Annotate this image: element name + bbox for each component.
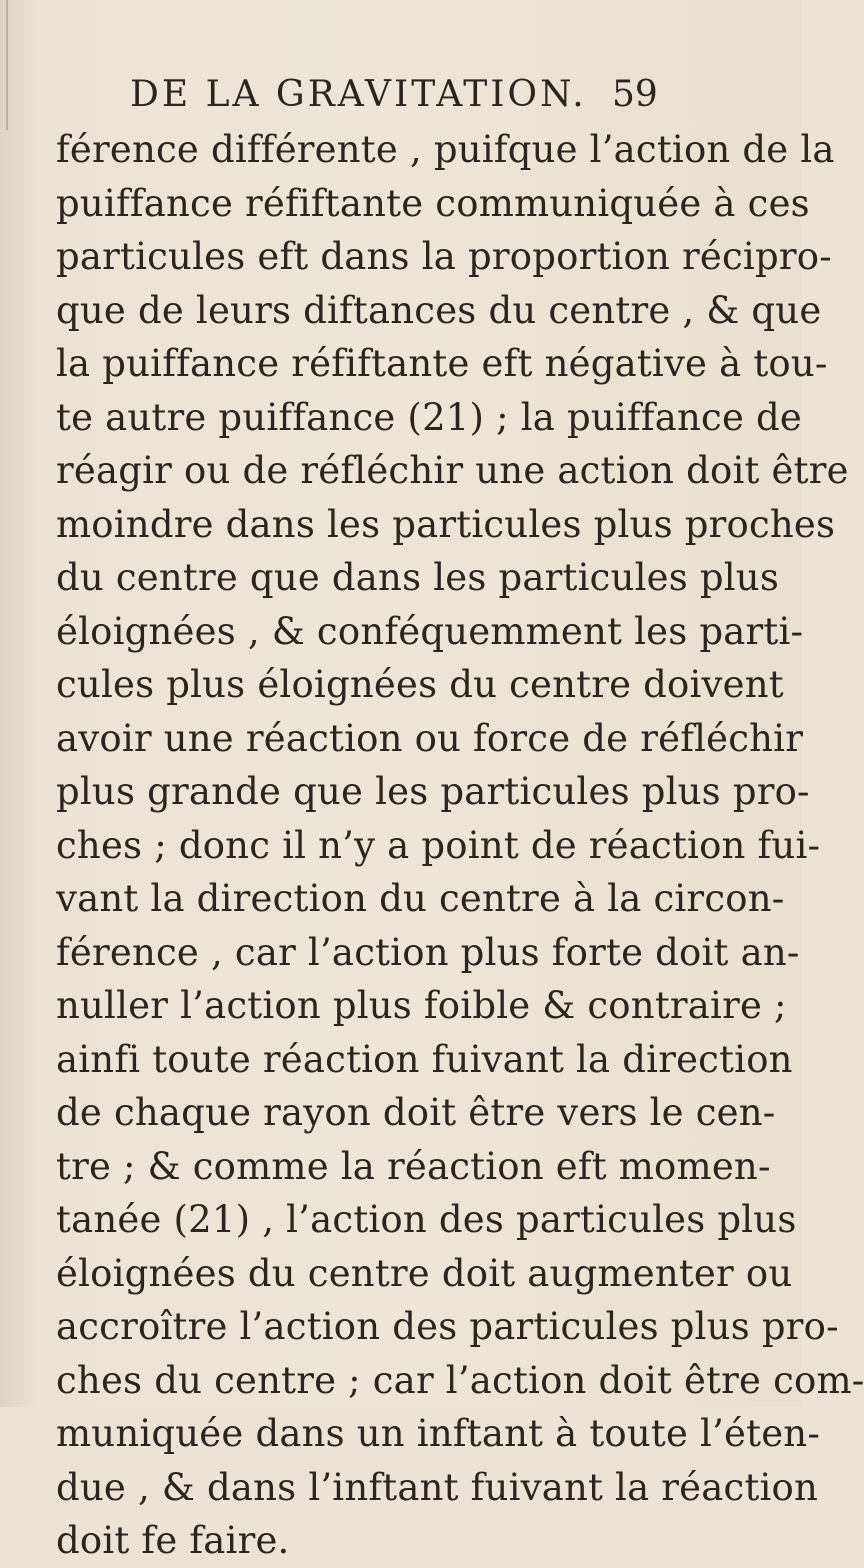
text-line: avoir une réaction ou force de réfléchir xyxy=(56,716,804,760)
text-line: ainfi toute réaction fuivant la direction xyxy=(56,1037,793,1081)
text-line: ches du centre ; car l’action doit être com- xyxy=(56,1358,864,1402)
text-line: accroître l’action des particules plus pro- xyxy=(56,1305,839,1348)
text-line: particules eft dans la proportion récipro- xyxy=(56,235,832,278)
text-line: tre ; & comme la réaction eft momen- xyxy=(56,1144,771,1188)
text-line: du centre que dans les particules plus xyxy=(56,556,780,599)
text-line: puiffance réfiftante communiquée à ces xyxy=(56,181,810,225)
text-line: férence , car l’action plus forte doit an- xyxy=(56,930,800,974)
text-line: réagir ou de réfléchir une action doit être xyxy=(56,449,849,492)
text-line: éloignées du centre doit augmenter ou xyxy=(56,1251,793,1295)
text-line: plus grande que les particules plus pro- xyxy=(56,770,810,813)
page-number: 59 xyxy=(612,74,658,115)
text-line: te autre puiffance (21) ; la puiffance de xyxy=(56,395,803,439)
body-text xyxy=(56,123,864,1568)
text-line: vant la direction du centre à la circon- xyxy=(56,877,785,920)
text-line: cules plus éloignées du centre doivent xyxy=(56,663,784,706)
running-title: DE LA GRAVITATION. xyxy=(130,74,587,115)
text-line: éloignées , & conféquemment les parti- xyxy=(56,609,804,653)
text-line: férence différente , puifque l’action de la xyxy=(56,128,835,171)
page-edge xyxy=(6,0,8,130)
text-line: muniquée dans un inftant à toute l’éten- xyxy=(56,1412,821,1455)
text-line: moindre dans les particules plus proches xyxy=(56,502,836,546)
text-line: de chaque rayon doit être vers le cen- xyxy=(56,1091,776,1134)
text-line: ches ; donc il n’y a point de réaction fui- xyxy=(56,823,821,867)
text-line: due , & dans l’inftant fuivant la réaction xyxy=(56,1465,819,1509)
text-line: que de leurs diftances du centre , & que xyxy=(56,288,822,332)
text-line: nuller l’action plus foible & contraire ; xyxy=(56,984,787,1027)
text-line: la puiffance réfiftante eft négative à tou- xyxy=(56,342,828,385)
text-line: doit fe faire. xyxy=(56,1519,290,1562)
text-line: tanée (21) , l’action des particules plus xyxy=(56,1198,797,1241)
